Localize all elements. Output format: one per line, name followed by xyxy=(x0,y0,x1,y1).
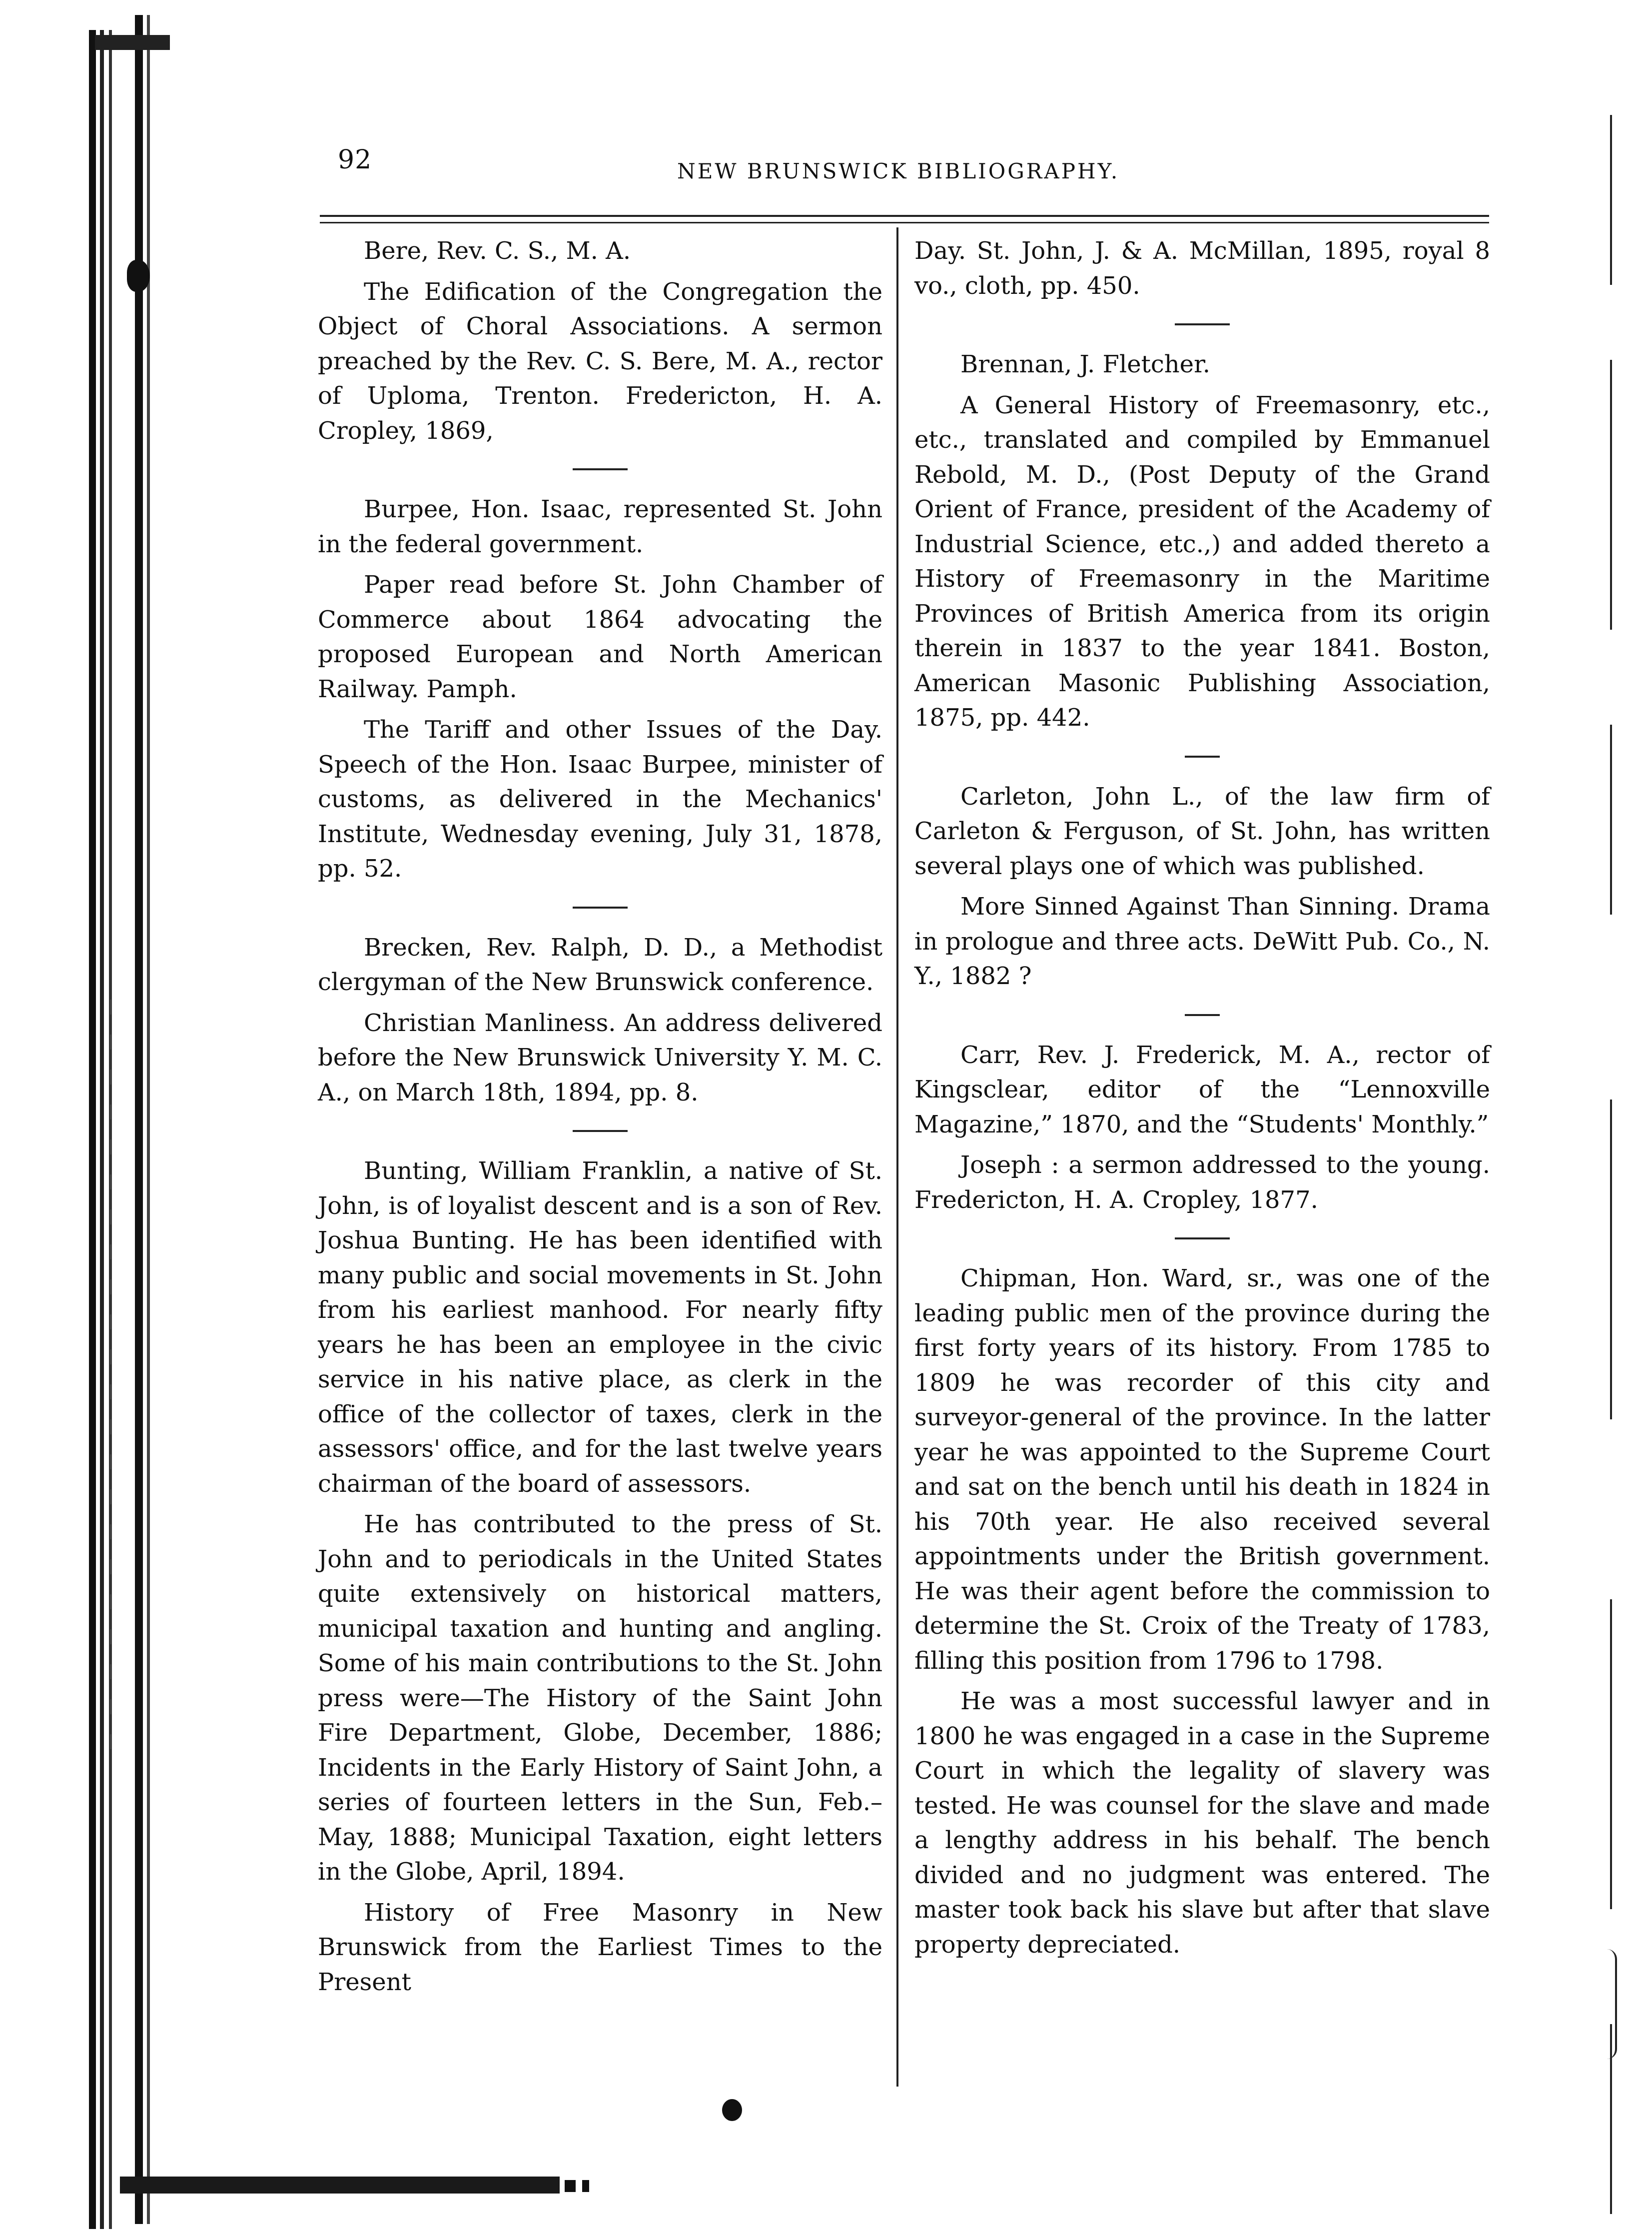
scan-edge-right xyxy=(1610,360,1612,630)
scan-bracket xyxy=(1603,1949,1617,2059)
scan-edge-mark xyxy=(582,2180,589,2192)
entry-heading: Bunting, William Franklin, a native of St. John, is of loyalist descent and is a son of Rev. Joshua Bunting. He has been identified with many public and social movements in St. John from his earliest manhood. For nearly fifty years he has been an employee in the civic service in his native place, as clerk in the office of the collector of taxes, clerk in the assessors' office, and for the last twelve years chairman of the board of assessors. xyxy=(318,1157,882,1498)
entry-heading: Carr, Rev. J. Frederick, M. A., rector of Kingsclear, editor of the “Lennoxville Magazine,” 1870, and the “Students' Monthly.” xyxy=(914,1041,1490,1138)
entry-paragraph: He has contributed to the press of St. John and to periodicals in the United States quite extensively on historical matters, municipal taxation and hunting and angling. Some of his main contributions to the St. John press were—The History of the Saint John Fire Department, Globe, December, 1886; Incidents in the Early History of Saint John, a series of fourteen letters in the Sun, Feb.–May, 1888; Municipal Taxation, eight letters in the Globe, April, 1894. xyxy=(318,1510,882,1886)
header-rule xyxy=(320,215,1489,217)
ink-blot-bottom xyxy=(722,2099,742,2121)
scan-edge-mark xyxy=(565,2180,576,2192)
entry-heading: Brennan, J. Fletcher. xyxy=(960,350,1211,378)
running-title: NEW BRUNSWICK BIBLIOGRAPHY. xyxy=(677,159,1120,183)
entry-heading: Carleton, John L., of the law firm of Carleton & Ferguson, of St. John, has written several plays one of which was published. xyxy=(914,782,1490,880)
ink-blot xyxy=(127,260,150,292)
entry-separator xyxy=(573,907,628,909)
entry-paragraph: Christian Manliness. An address delivered before the New Brunswick University Y. M. C. A., on March 18th, 1894, pp. 8. xyxy=(318,1009,882,1107)
scan-edge-bottom xyxy=(120,2177,560,2194)
entry-heading: Bere, Rev. C. S., M. A. xyxy=(364,237,631,265)
scan-edge-left xyxy=(110,1000,111,1749)
scan-edge-right xyxy=(1610,115,1612,285)
entry-separator xyxy=(1185,1014,1220,1016)
left-column xyxy=(318,234,882,2000)
binding-shadow-inner xyxy=(135,15,155,2224)
entry-heading: Burpee, Hon. Isaac, represented St. John in the federal government. xyxy=(318,495,882,558)
column-divider xyxy=(896,227,898,2087)
page-number: 92 xyxy=(338,145,372,175)
entry-separator xyxy=(573,1130,628,1132)
binding-shadow xyxy=(89,30,119,2229)
entry-separator xyxy=(1175,323,1230,325)
entry-paragraph: The Edification of the Congregation the Object of Choral Associations. A sermon preached by the Rev. C. S. Bere, M. A., rector of Uploma, Trenton. Fredericton, H. A. Cropley, 1869, xyxy=(318,277,882,445)
entry-separator xyxy=(1175,1237,1230,1239)
entry-paragraph: He was a most successful lawyer and in 1800 he was engaged in a case in the Supreme Court in which the legality of slavery was tested. He was counsel for the slave and made a lengthy address in his behalf. The bench divided and no judgment was entered. The master took back his slave but after that slave property depreciated. xyxy=(914,1687,1490,1959)
entry-paragraph: History of Free Masonry in New Brunswick from the Earliest Times to the Present xyxy=(318,1898,882,1996)
entry-heading: Brecken, Rev. Ralph, D. D., a Methodist clergyman of the New Brunswick conference. xyxy=(318,933,882,996)
entry-separator xyxy=(1185,756,1220,758)
entry-heading: Chipman, Hon. Ward, sr., was one of the leading public men of the province during the first forty years of its history. From 1785 to 1809 he was recorder of this city and surveyor-general of the province. In the latter year he was appointed to the Supreme Court and sat on the bench until his death in 1824 in his 70th year. He also received several appointments under the British government. He was their agent before the commission to determine the St. Croix of the Treaty of 1783, filling this position from 1796 to 1798. xyxy=(914,1264,1490,1675)
entry-paragraph: The Tariff and other Issues of the Day. Speech of the Hon. Isaac Burpee, minister of customs, as delivered in the Mechanics' Institute, Wednesday evening, July 31, 1878, pp. 52. xyxy=(318,716,882,883)
entry-paragraph: More Sinned Against Than Sinning. Drama in prologue and three acts. DeWitt Pub. Co., N. Y., 1882 ? xyxy=(914,893,1490,990)
scan-edge-right xyxy=(1610,1100,1612,1419)
entry-paragraph: Joseph : a sermon addressed to the young. Fredericton, H. A. Cropley, 1877. xyxy=(914,1151,1490,1214)
scan-edge-right xyxy=(1610,725,1612,915)
entry-continuation: Day. St. John, J. & A. McMillan, 1895, royal 8 vo., cloth, pp. 450. xyxy=(914,237,1490,300)
binding-shadow-top xyxy=(95,35,170,50)
right-column xyxy=(914,234,1490,1962)
entry-paragraph: Paper read before St. John Chamber of Commerce about 1864 advocating the proposed European and North American Railway. Pamph. xyxy=(318,571,882,703)
scan-edge-right xyxy=(1610,1599,1612,1909)
header-rule xyxy=(320,222,1489,223)
entry-paragraph: A General History of Freemasonry, etc., etc., translated and compiled by Emmanuel Rebold, M. D., (Post Deputy of the Grand Orient of France, president of the Academy of Industrial Science, etc.,) and added thereto a History of Freemasonry in the Maritime Provinces of British America from its origin therein in 1837 to the year 1841. Boston, American Masonic Publishing Association, 1875, pp. 442. xyxy=(914,391,1490,732)
entry-separator xyxy=(573,468,628,470)
